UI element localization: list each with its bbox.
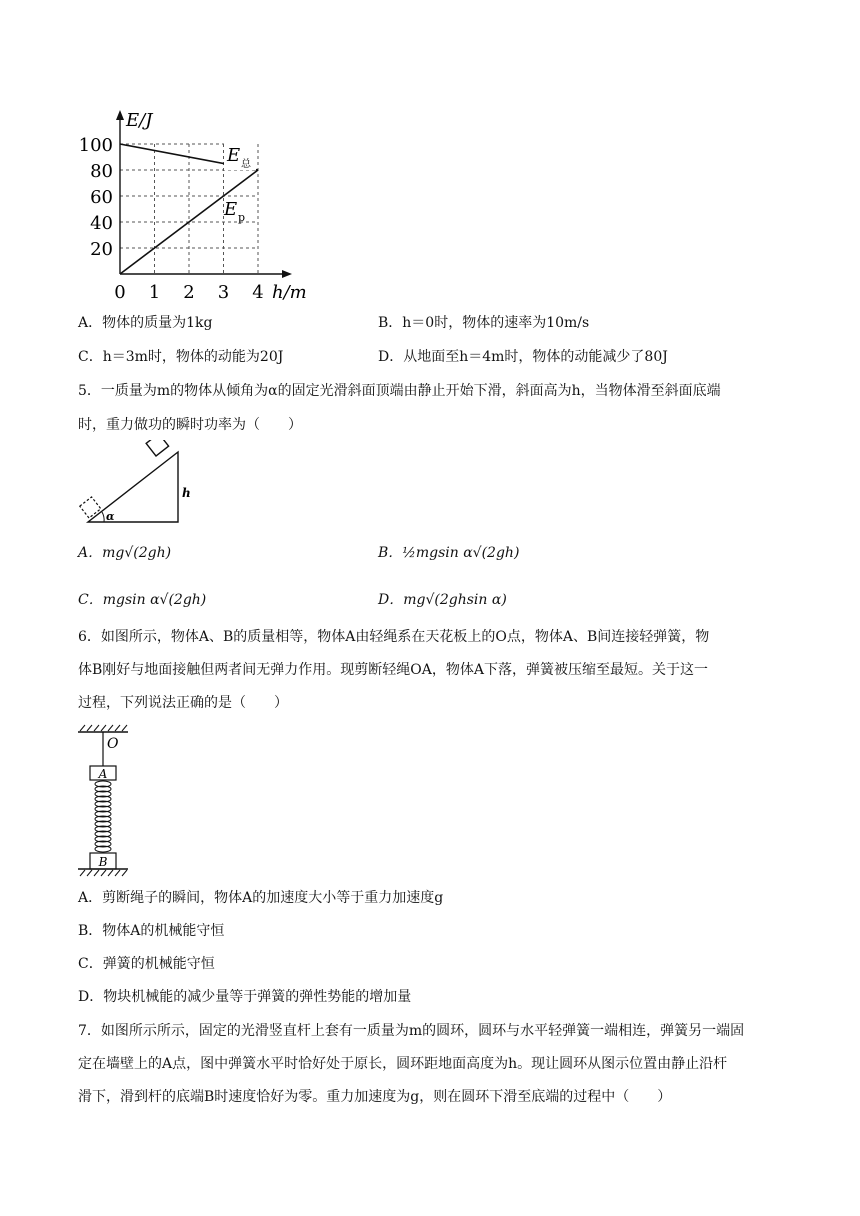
svg-text:总: 总 [241, 159, 251, 170]
y-tick: 40 [90, 213, 113, 234]
y-axis-label: E/J [126, 110, 153, 131]
energy-graph [70, 100, 330, 310]
series-label-total [224, 142, 256, 170]
x-tick: 0 [114, 282, 126, 303]
x-axis-label: h/m [272, 282, 307, 303]
q7-stem-line3: 滑下，滑到杆的底端B时速度恰好为零。重力加速度为g，则在圆环下滑至底端的过程中（ ） [78, 1089, 672, 1105]
x-tick: 1 [148, 282, 161, 303]
block-B-label: B [98, 855, 108, 869]
q6-option-c: C．弹簧的机械能守恒 [78, 956, 215, 972]
spring [95, 781, 111, 852]
q7-stem-line1: 7．如图所示所示，固定的光滑竖直杆上套有一质量为m的圆环，圆环与水平轻弹簧一端相连，弹簧另一端固 [78, 1023, 745, 1039]
ceiling-hatch [80, 725, 127, 731]
angle-arc [102, 512, 104, 522]
q5-option-c: C．mgsin α√(2gh) [78, 592, 207, 608]
q5-stem-line2: 时，重力做功的瞬时功率为（ ） [78, 417, 302, 433]
q7-stem-line2: 定在墙壁上的A点，图中弹簧水平时恰好处于原长，圆环距地面高度为h。现让圆环从图示位置由静止沿杆 [78, 1056, 728, 1072]
angle-label: α [106, 510, 115, 523]
incline [88, 452, 178, 522]
svg-text:p: p [238, 211, 246, 224]
x-axis-arrow [282, 270, 292, 278]
block-A-label: A [98, 767, 108, 781]
y-tick: 80 [90, 161, 113, 182]
svg-text:E: E [224, 199, 238, 220]
q5-option-d: D．mg√(2ghsin α) [378, 592, 507, 608]
q6-option-a: A．剪断绳子的瞬间，物体A的加速度大小等于重力加速度g [78, 890, 444, 906]
q4-option-d: D．从地面至h＝4m时，物体的动能减少了80J [378, 349, 668, 365]
svg-text:E: E [227, 145, 241, 166]
x-tick: 2 [183, 282, 195, 303]
q5-option-a: A．mg√(2gh) [78, 545, 172, 561]
spring-figure [72, 722, 142, 880]
q4-option-b: B．h＝0时，物体的速率为10m/s [378, 315, 590, 331]
q4-option-a: A．物体的质量为1kg [78, 315, 213, 331]
y-tick: 20 [90, 239, 113, 260]
q5-stem-line1: 5．一质量为m的物体从倾角为α的固定光滑斜面顶端由静止开始下滑，斜面高为h，当物体滑至斜面底端 [78, 383, 721, 399]
height-label: h [182, 486, 191, 500]
incline-figure [78, 440, 208, 532]
x-tick: 3 [217, 282, 230, 303]
point-O-label: O [107, 736, 119, 752]
q6-option-d: D．物块机械能的减少量等于弹簧的弹性势能的增加量 [78, 989, 412, 1005]
y-tick: 60 [90, 187, 113, 208]
series-label-p [223, 199, 245, 224]
x-tick: 4 [252, 282, 264, 303]
q5-option-b: B．½mgsin α√(2gh) [378, 545, 520, 561]
q4-option-c: C．h＝3m时，物体的动能为20J [78, 349, 284, 365]
y-axis-arrow [116, 110, 124, 120]
q6-stem-line2: 体B刚好与地面接触但两者间无弹力作用。现剪断轻绳OA，物体A下落，弹簧被压缩至最短。关于这一 [78, 662, 708, 678]
q6-stem-line1: 6．如图所示，物体A、B的质量相等，物体A由轻绳系在天花板上的O点，物体A、B间连接轻弹簧，物 [78, 629, 710, 645]
ground-hatch [80, 870, 127, 876]
y-tick: 100 [78, 135, 113, 156]
q6-option-b: B．物体A的机械能守恒 [78, 923, 225, 939]
q6-stem-line3: 过程，下列说法正确的是（ ） [78, 695, 288, 711]
block-top [146, 440, 168, 456]
